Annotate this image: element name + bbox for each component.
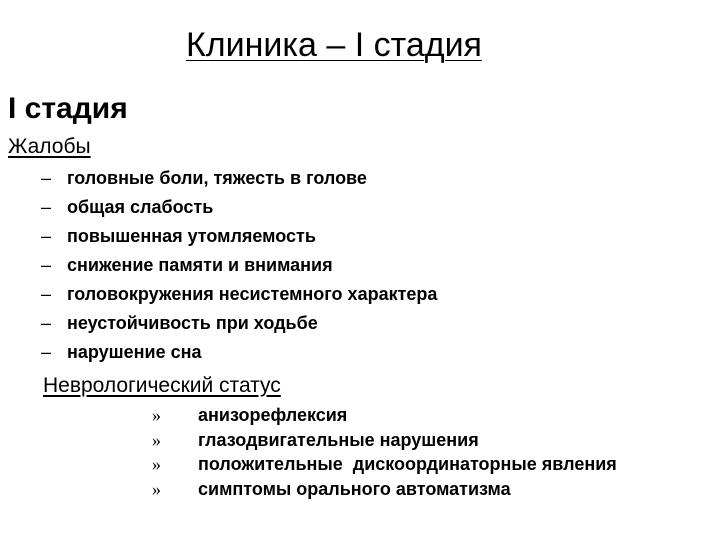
dash-bullet: – <box>41 313 52 333</box>
raquo-bullet: » <box>152 478 161 499</box>
dash-bullet: – <box>41 226 52 246</box>
raquo-bullet: » <box>152 454 161 474</box>
dash-bullet: – <box>41 342 52 362</box>
raquo-bullet: » <box>152 405 161 425</box>
dash-bullet: – <box>41 255 52 275</box>
dash-bullet: – <box>41 168 52 188</box>
complaint-text: повышенная утомляемость <box>67 226 316 246</box>
neuro-text: глазодвигательные нарушения <box>198 429 479 450</box>
complaints-heading: Жалобы <box>8 135 91 158</box>
neuro-status-heading: Неврологический статус <box>43 374 281 397</box>
slide-title: Клиника – I стадия <box>186 26 482 64</box>
complaint-text: головокружения несистемного характера <box>67 284 438 304</box>
complaint-text: общая слабость <box>67 197 214 217</box>
complaint-text: неустойчивость при ходьбе <box>67 313 318 333</box>
complaint-text: снижение памяти и внимания <box>67 255 333 275</box>
neuro-text: положительные дискоординаторные явления <box>198 454 617 474</box>
complaint-text: головные боли, тяжесть в голове <box>67 168 367 188</box>
dash-bullet: – <box>41 284 52 304</box>
complaint-text: нарушение сна <box>67 342 202 362</box>
neuro-text: анизорефлексия <box>198 405 348 425</box>
dash-bullet: – <box>41 197 52 217</box>
raquo-bullet: » <box>152 429 161 450</box>
stage-heading: I стадия <box>8 92 128 125</box>
neuro-text: симптомы орального автоматизма <box>198 478 511 499</box>
